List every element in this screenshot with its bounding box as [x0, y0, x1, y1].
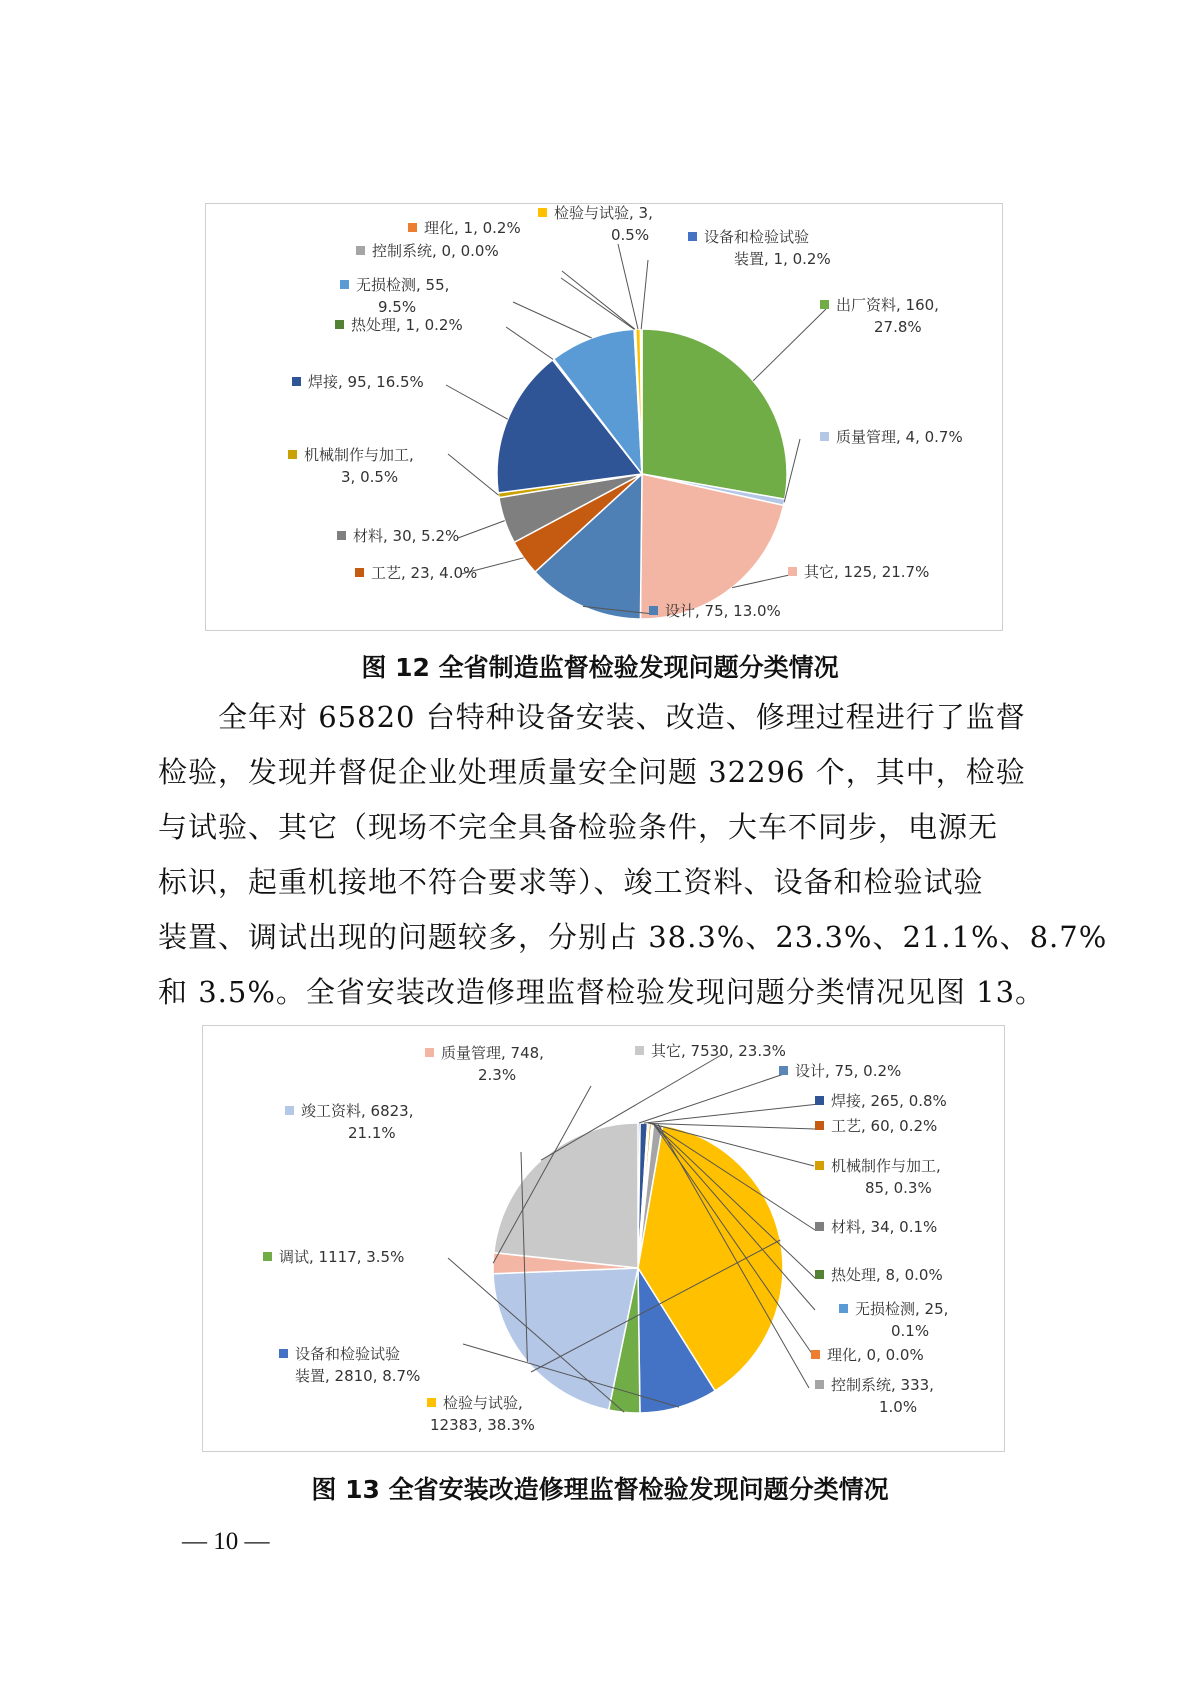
data-label: 0.5% — [611, 226, 650, 244]
label-key-square — [788, 567, 797, 576]
data-label: 2.3% — [478, 1066, 517, 1084]
label-key-square — [779, 1066, 788, 1075]
leader-line — [562, 271, 635, 329]
label-key-square — [815, 1380, 824, 1389]
label-key-square — [815, 1270, 824, 1279]
data-label: 设计, 75, 0.2% — [795, 1062, 902, 1080]
leader-line — [618, 244, 638, 329]
data-label: 工艺, 23, 4.0% — [371, 564, 478, 582]
data-label: 理化, 1, 0.2% — [424, 219, 521, 237]
data-label: 无损检测, 25, — [855, 1300, 949, 1318]
label-key-square — [815, 1121, 824, 1130]
pie-slice — [642, 329, 787, 499]
data-label: 机械制作与加工, — [304, 446, 414, 464]
data-label: 质量管理, 4, 0.7% — [836, 428, 963, 446]
leader-line — [446, 385, 508, 419]
data-label: 工艺, 60, 0.2% — [831, 1117, 938, 1135]
data-label: 其它, 7530, 23.3% — [651, 1042, 786, 1060]
label-key-square — [355, 568, 364, 577]
data-label: 焊接, 265, 0.8% — [831, 1092, 947, 1110]
label-key-square — [356, 246, 365, 255]
label-key-square — [408, 223, 417, 232]
pie-slices — [497, 329, 787, 619]
data-label: 12383, 38.3% — [430, 1416, 535, 1434]
data-label: 控制系统, 333, — [831, 1376, 934, 1394]
leader-line — [644, 1104, 819, 1123]
data-label: 焊接, 95, 16.5% — [308, 373, 424, 391]
data-label: 1.0% — [879, 1398, 918, 1416]
data-label: 85, 0.3% — [865, 1179, 932, 1197]
data-label: 理化, 0, 0.0% — [827, 1346, 924, 1364]
paragraph-line-2: 检验，发现并督促企业处理质量安全问题 32296 个，其中，检验 — [158, 755, 1026, 789]
data-label: 材料, 30, 5.2% — [353, 527, 460, 545]
data-label: 检验与试验, — [443, 1394, 523, 1412]
label-key-square — [811, 1350, 820, 1359]
data-label: 热处理, 1, 0.2% — [351, 316, 463, 334]
leader-line — [513, 302, 592, 338]
label-key-square — [815, 1096, 824, 1105]
label-key-square — [649, 606, 658, 615]
data-label: 3, 0.5% — [341, 468, 399, 486]
figure-12-caption: 图 12 全省制造监督检验发现问题分类情况 — [361, 653, 839, 682]
data-label: 检验与试验, 3, — [554, 204, 653, 222]
data-label: 其它, 125, 21.7% — [804, 563, 930, 581]
label-key-square — [815, 1222, 824, 1231]
data-label: 0.1% — [891, 1322, 930, 1340]
data-label: 设备和检验试验 — [295, 1345, 401, 1363]
label-key-square — [815, 1161, 824, 1170]
paragraph-line-4: 标识，起重机接地不符合要求等）、竣工资料、设备和检验试验 — [158, 865, 984, 899]
data-label: 热处理, 8, 0.0% — [831, 1266, 943, 1284]
data-label: 设备和检验试验 — [704, 228, 810, 246]
figure-12-chart — [205, 203, 1003, 631]
pie-chart-12 — [206, 204, 1002, 630]
label-key-square — [340, 280, 349, 289]
label-key-square — [335, 320, 344, 329]
data-label: 9.5% — [378, 298, 417, 316]
paragraph-line-6: 和 3.5%。全省安装改造修理监督检验发现问题分类情况见图 13。 — [158, 975, 1046, 1009]
label-key-square — [288, 450, 297, 459]
paragraph-line-5: 装置、调试出现的问题较多，分别占 38.3%、23.3%、21.1%、8.7% — [158, 920, 1108, 954]
label-key-square — [292, 377, 301, 386]
pie-slice — [494, 1123, 638, 1268]
pie-chart-13 — [203, 1026, 1004, 1451]
label-key-square — [285, 1106, 294, 1115]
page-number: — 10 — — [182, 1528, 270, 1555]
data-label: 无损检测, 55, — [356, 276, 450, 294]
leader-line — [458, 521, 505, 538]
data-label: 调试, 1117, 3.5% — [279, 1248, 405, 1266]
data-label: 竣工资料, 6823, — [301, 1102, 414, 1120]
data-label: 出厂资料, 160, — [836, 296, 939, 314]
data-label: 控制系统, 0, 0.0% — [372, 242, 499, 260]
label-key-square — [820, 432, 829, 441]
data-label: 材料, 34, 0.1% — [831, 1218, 938, 1236]
leader-line — [448, 454, 499, 495]
label-key-square — [425, 1048, 434, 1057]
figure-13-caption: 图 13 全省安装改造修理监督检验发现问题分类情况 — [311, 1475, 889, 1504]
label-key-square — [279, 1349, 288, 1358]
label-key-square — [635, 1046, 644, 1055]
label-key-square — [820, 300, 829, 309]
label-key-square — [337, 531, 346, 540]
data-label: 质量管理, 748, — [441, 1044, 544, 1062]
data-label: 设计, 75, 13.0% — [665, 602, 781, 620]
data-label: 21.1% — [348, 1124, 396, 1142]
label-key-square — [538, 208, 547, 217]
label-key-square — [839, 1304, 848, 1313]
data-label: 装置, 1, 0.2% — [734, 250, 831, 268]
leader-line — [753, 309, 826, 381]
label-key-square — [263, 1252, 272, 1261]
data-label: 装置, 2810, 8.7% — [295, 1367, 421, 1385]
leader-line — [561, 278, 634, 329]
data-label: 27.8% — [874, 318, 922, 336]
leader-line — [506, 327, 553, 359]
leader-line — [641, 260, 648, 329]
paragraph-line-3: 与试验、其它（现场不完全具备检验条件，大车不同步，电源无 — [158, 810, 999, 844]
label-key-square — [688, 232, 697, 241]
paragraph-line-1: 全年对 65820 台特种设备安装、改造、修理过程进行了监督 — [158, 700, 1026, 734]
label-key-square — [427, 1398, 436, 1407]
data-label: 机械制作与加工, — [831, 1157, 941, 1175]
figure-13-chart — [202, 1025, 1005, 1452]
